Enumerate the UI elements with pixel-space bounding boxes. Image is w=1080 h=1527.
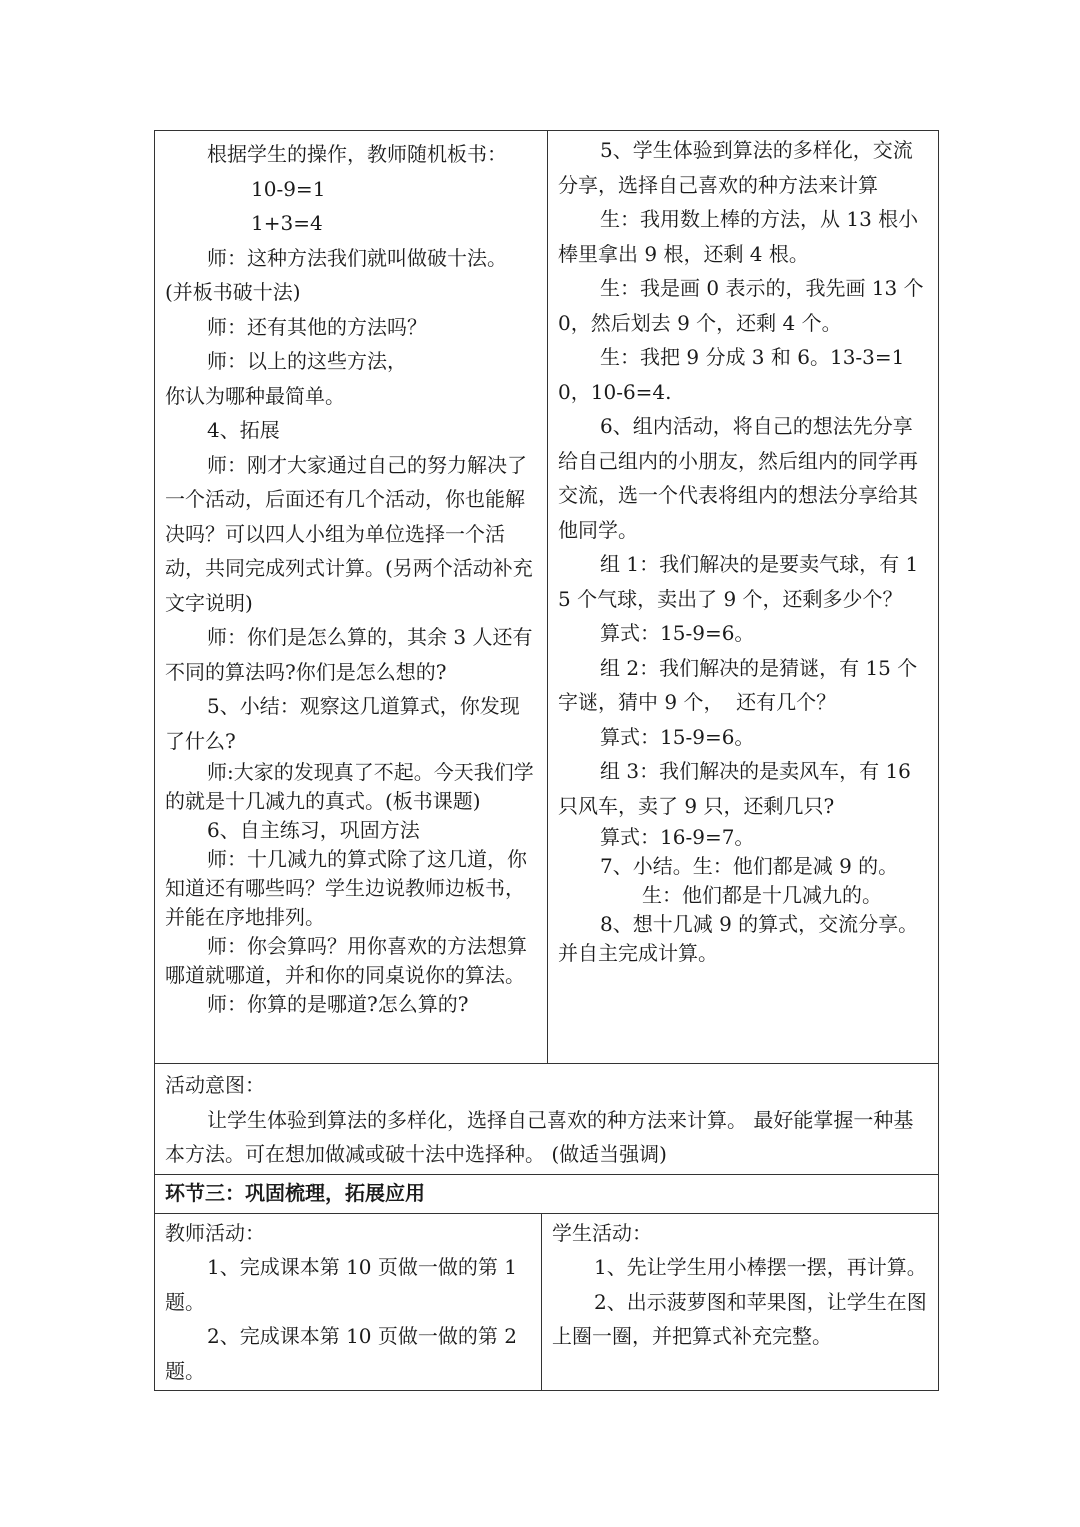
- text-paragraph: 师:大家的发现真了不起。今天我们学的就是十几减九的真式。(板书课题): [165, 760, 534, 813]
- formula-line: 10-9=1: [251, 176, 326, 201]
- lesson-plan-table: [154, 130, 939, 1391]
- text-paragraph: 师：十几减九的算式除了这几道，你知道还有哪些吗？学生边说教师边板书，并能在序地排列。: [165, 847, 527, 929]
- text-line: 师：以上的这些方法，: [207, 349, 407, 373]
- text-line: 根据学生的操作，教师随机板书：: [207, 142, 507, 166]
- text-line: 师：还有其他的方法吗？: [207, 314, 427, 339]
- text-paragraph: 师：刚才大家通过自己的努力解决了一个活动，后面还有几个活动，你也能解决吗？可以四人小组为单位选择一个活动，共同完成列式计算。(另两个活动补充文字说明): [165, 452, 533, 615]
- formula-line: 算式：16-9=7。: [600, 825, 755, 849]
- text-line: 你认为哪种最简单。: [165, 383, 345, 408]
- text-paragraph: 师：你们是怎么算的，其余 3 人还有不同的算法吗?你们是怎么想的?: [165, 625, 533, 684]
- text-paragraph: 组 1：我们解决的是要卖气球，有 15 个气球，卖出了 9 个，还剩多少个？: [558, 552, 919, 611]
- section-row: [155, 1174, 939, 1213]
- text-paragraph: 生：我用数上棒的方法，从 13 根小棒里拿出 9 根，还剩 4 根。: [558, 207, 919, 266]
- text-paragraph: 师：你会算吗？用你喜欢的方法想算哪道就哪道，并和你的同桌说你的算法。: [165, 934, 527, 987]
- text-paragraph: 生：我把 9 分成 3 和 6。13-3=10，10-6=4.: [558, 345, 905, 404]
- section3-cell: [155, 1174, 939, 1213]
- activity-row: [155, 131, 939, 1064]
- intent-label: 活动意图：: [165, 1073, 265, 1097]
- teacher-item: 2、完成课本第 10 页做一做的第 2 题。: [165, 1324, 524, 1383]
- text-paragraph: 组 2：我们解决的是猜谜，有 15 个字谜，猜中 9 个， 还有几个？: [558, 655, 918, 714]
- intent-row: [155, 1064, 939, 1175]
- text-paragraph: 生：我是画 0 表示的，我先画 13 个 0，然后划去 9 个，还剩 4 个。: [558, 276, 930, 335]
- text-line: 师：这种方法我们就叫做破十法。: [207, 245, 507, 270]
- teacher-item: 1、完成课本第 10 页做一做的第 1 题。: [165, 1255, 524, 1314]
- text-paragraph: 8、想十几减 9 的算式，交流分享。并自主完成计算。: [558, 912, 919, 965]
- student-label: 学生活动：: [552, 1220, 652, 1245]
- section3-title: 环节三：巩固梳理，拓展应用: [165, 1180, 425, 1205]
- section-heading: 4、拓展: [207, 418, 280, 442]
- text-paragraph: 5、学生体验到算法的多样化，交流分享，选择自己喜欢的种方法来计算: [558, 138, 913, 197]
- text-paragraph: 组 3：我们解决的是卖风车，有 16 只风车，卖了 9 只，还剩几只?: [558, 759, 918, 818]
- student-item: 1、先让学生用小棒摆一摆，再计算。: [594, 1255, 927, 1279]
- text-line: 7、小结。生：他们都是减 9 的。: [600, 854, 899, 878]
- teacher-activity-cell: [155, 1213, 542, 1391]
- teacher-label: 教师活动：: [165, 1220, 265, 1245]
- formula-line: 算式：15-9=6。: [600, 621, 755, 645]
- text-line: 生：他们都是十几减九的。: [642, 883, 883, 907]
- section-heading: 6、自主练习，巩固方法: [207, 818, 420, 842]
- text-paragraph: 6、组内活动，将自己的想法先分享给自己组内的小朋友，然后组内的同学再交流，选一个代表将组内的想法分享给其他同学。: [558, 414, 919, 542]
- text-line: (并板书破十法): [165, 280, 301, 304]
- student-process-cell: [548, 131, 939, 1064]
- text-paragraph: 师：你算的是哪道?怎么算的?: [207, 992, 469, 1016]
- formula-line: 算式：15-9=6。: [600, 724, 755, 749]
- intent-text: 让学生体验到算法的多样化，选择自己喜欢的种方法来计算。 最好能掌握一种基本方法。可在想加做减或破十法中选择种。 (做适当强调): [165, 1107, 914, 1166]
- text-paragraph: 5、小结：观察这几道算式，你发现了什么?: [165, 694, 520, 753]
- student-activity-cell: [542, 1213, 939, 1391]
- practice-row: [155, 1213, 939, 1391]
- student-item: 2、出示菠萝图和苹果图，让学生在图上圈一圈，并把算式补充完整。: [552, 1289, 927, 1348]
- formula-line: 1+3=4: [251, 211, 323, 235]
- teacher-process-cell: [155, 131, 548, 1064]
- activity-intent-cell: [155, 1064, 939, 1175]
